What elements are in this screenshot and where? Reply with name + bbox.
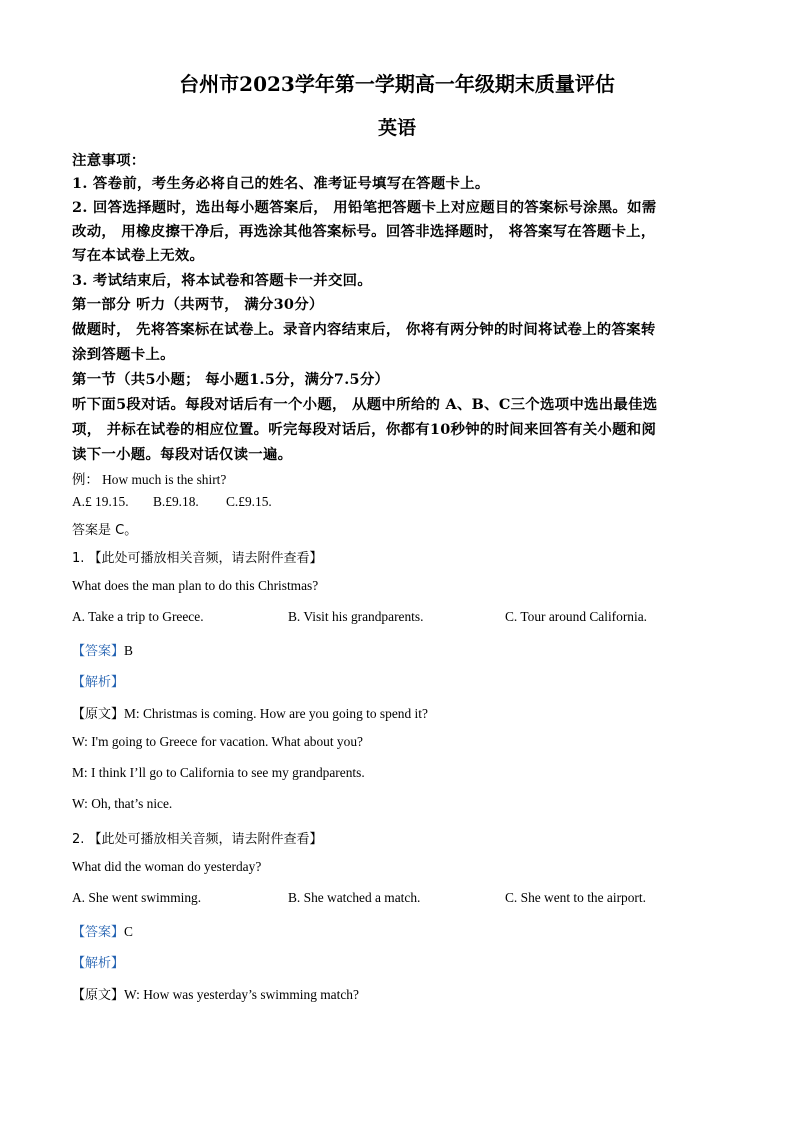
q2-analysis-tag: 【解析】 bbox=[72, 956, 125, 971]
q1-dialog-line: W: Oh, that’s nice. bbox=[72, 796, 173, 811]
example-option-a: A.£ 19.15. bbox=[72, 494, 129, 509]
q1-question: What does the man plan to do this Christmas? bbox=[72, 578, 319, 593]
q1-source-line-1 bbox=[72, 703, 428, 723]
q1-audio-prompt: 1. 【此处可播放相关音频，请去附件查看】 bbox=[72, 551, 323, 566]
section1-heading: 第一节（共5小题； 每小题1.5分，满分7.5分） bbox=[72, 371, 390, 388]
q1-dialog-line: M: Christmas is coming. How are you going to spend it? bbox=[124, 706, 428, 721]
notice-heading: 注意事项： bbox=[72, 152, 146, 169]
section1-instruction-line-2: 项， 并标在试卷的相应位置。听完每段对话后，你都有10秒钟的时间来回答有关小题和阅 bbox=[72, 421, 657, 438]
notice-item-2-line-1: 2. 回答选择题时，选出每小题答案后， 用铅笔把答题卡上对应题目的答案标号涂黑。如需 bbox=[72, 199, 657, 216]
q2-answer-tag: 【答案】 bbox=[72, 925, 125, 940]
q1-dialog-line: M: I think I’ll go to California to see my grandparents. bbox=[72, 765, 365, 780]
subject-title: 英语 bbox=[377, 117, 416, 139]
q1-answer-value: B bbox=[124, 643, 133, 658]
part1-instruction-line-2: 涂到答题卡上。 bbox=[72, 346, 175, 363]
q2-option-c: C. She went to the airport. bbox=[505, 890, 646, 905]
notice-item-3: 3. 考试结束后，将本试卷和答题卡一并交回。 bbox=[72, 272, 373, 289]
q2-option-a: A. She went swimming. bbox=[72, 890, 202, 905]
q1-dialog-line: W: I'm going to Greece for vacation. What about you? bbox=[72, 734, 363, 749]
example-option-b: B.£9.18. bbox=[153, 494, 199, 509]
example-answer: 答案是 C。 bbox=[72, 523, 138, 538]
section1-instruction-line-3: 读下一小题。每段对话仅读一遍。 bbox=[72, 446, 293, 463]
q1-answer-row bbox=[72, 640, 133, 660]
q1-analysis-tag: 【解析】 bbox=[72, 675, 125, 690]
q2-source-tag: 【原文】 bbox=[72, 988, 125, 1003]
part1-heading: 第一部分 听力（共两节， 满分30分） bbox=[72, 296, 324, 313]
q2-answer-value: C bbox=[124, 924, 133, 939]
q2-question: What did the woman do yesterday? bbox=[72, 859, 262, 874]
q2-dialog-line: W: How was yesterday’s swimming match? bbox=[124, 987, 359, 1002]
example-question: 例： How much is the shirt? bbox=[72, 472, 227, 487]
q2-answer-row bbox=[72, 921, 133, 941]
q2-source-line-1 bbox=[72, 984, 359, 1004]
notice-item-2-line-2: 改动， 用橡皮擦干净后，再选涂其他答案标号。回答非选择题时， 将答案写在答题卡上， bbox=[72, 223, 656, 240]
section1-instruction-line-1: 听下面5段对话。每段对话后有一个小题， 从题中所给的 A、B、C三个选项中选出最佳选 bbox=[72, 396, 658, 413]
q1-source-tag: 【原文】 bbox=[72, 707, 125, 722]
q1-option-a: A. Take a trip to Greece. bbox=[72, 609, 204, 624]
q2-option-b: B. She watched a match. bbox=[288, 890, 421, 905]
q1-answer-tag: 【答案】 bbox=[72, 644, 125, 659]
q1-option-c: C. Tour around California. bbox=[505, 609, 647, 624]
example-option-c: C.£9.15. bbox=[226, 494, 272, 509]
notice-item-2-line-3: 写在本试卷上无效。 bbox=[72, 247, 205, 264]
notice-item-1: 1. 答卷前，考生务必将自己的姓名、准考证号填写在答题卡上。 bbox=[72, 175, 490, 192]
page-title: 台州市2023学年第一学期高一年级期末质量评估 bbox=[179, 72, 615, 96]
q1-option-b: B. Visit his grandparents. bbox=[288, 609, 424, 624]
q2-audio-prompt: 2. 【此处可播放相关音频，请去附件查看】 bbox=[72, 832, 323, 847]
part1-instruction-line-1: 做题时， 先将答案标在试卷上。录音内容结束后， 你将有两分钟的时间将试卷上的答案转 bbox=[72, 321, 656, 338]
